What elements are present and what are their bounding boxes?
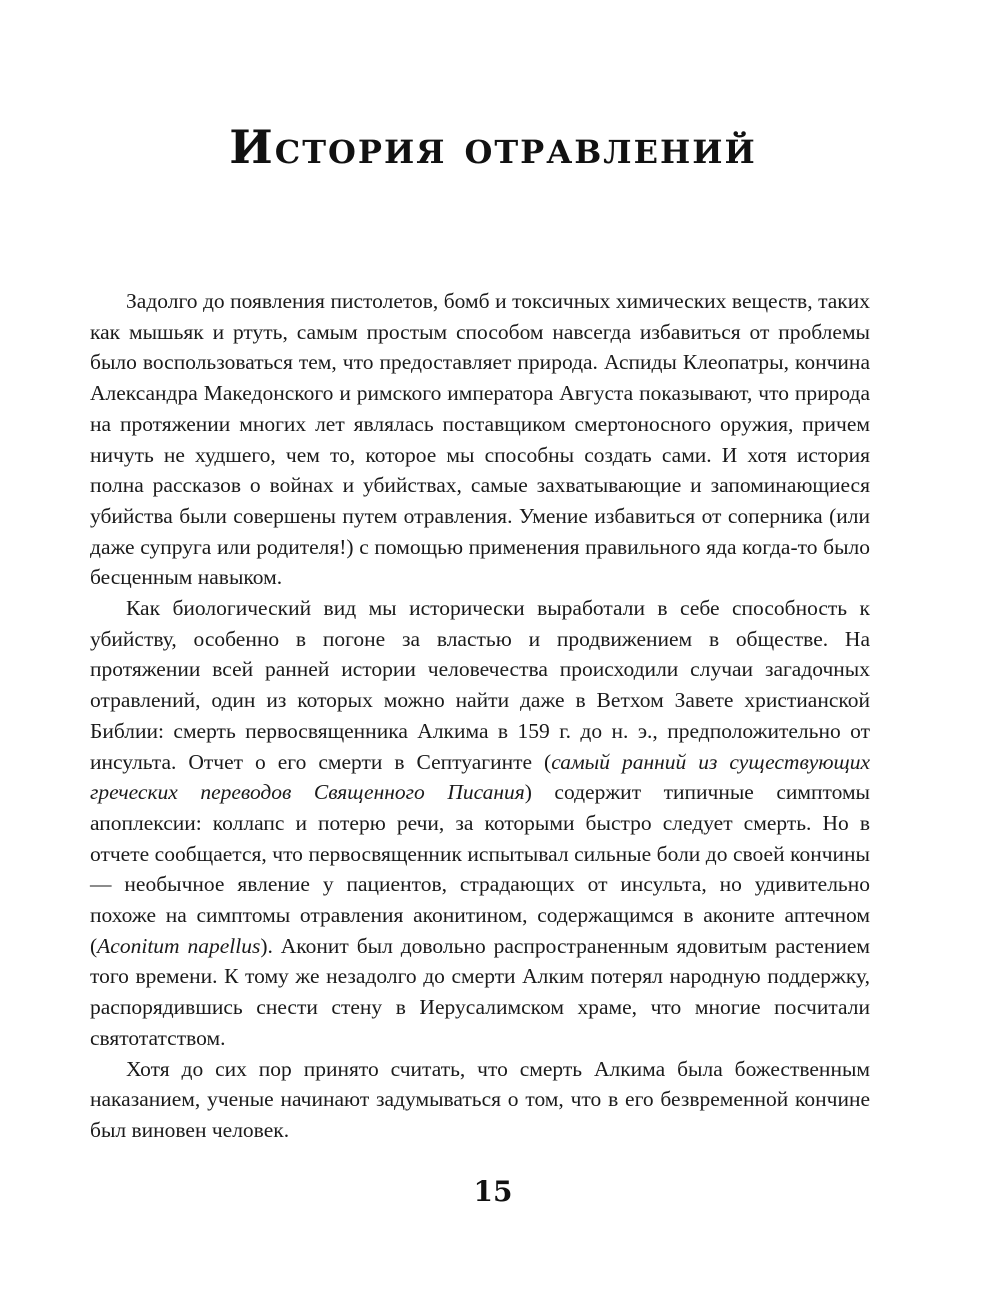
paragraph-2 xyxy=(90,593,870,1054)
paragraph-1-text: Задолго до появления пистолетов, бомб и токсичных химических веществ, таких как мышьяк и ртуть, самым простым способом навсегда избавиться от проблемы было воспользоваться тем, что предоставляет природа. Аспиды Клеопатры, кончина Александра Македонского и римского императора Августа показывают, что природа на протяжении многих лет являлась поставщиком смертоносного оружия, причем ничуть не худшего, чем то, которое мы способны создать сами. И хотя история полна рассказов о войнах и убийствах, самые захватывающие и запоминающиеся убийства были совершены путем отравления. Умение избавиться от соперника (или даже супруга или родителя!) с помощью применения правильного яда когда-то было бесценным навыком. xyxy=(90,289,870,590)
paragraph-2-italic-latin-name: Aconitum napellus xyxy=(97,933,261,958)
body-text xyxy=(90,286,870,1146)
paragraph-1 xyxy=(90,286,870,593)
paragraph-2-text-part-2: ) содержит типичные симптомы апоплексии: коллапс и потерю речи, за которыми быстро следует смерть. Но в отчете сообщается, что первосвященник испытывал сильные боли до своей кончины — необычное явление у пациентов, страдающих от инсульта, но удивительно похоже на симптомы отравления аконитином, содержащимся в аконите аптечном ( xyxy=(90,780,870,958)
paragraph-2-italic-septuagint-note: самый ранний из существующих греческих переводов Священного Писания xyxy=(90,749,870,805)
paragraph-2-text-part-1: Как биологический вид мы исторически выработали в себе способность к убийству, особенно в погоне за властью и продвижением в обществе. На протяжении всей ранней истории человечества происходили случаи загадочных отравлений, один из которых можно найти даже в Ветхом Завете христианской Библии: смерть первосвященника Алкима в 159 г. до н. э., предположительно от инсульта. Отчет о его смерти в Септуагинте ( xyxy=(90,596,870,774)
page-number: 15 xyxy=(473,1175,513,1208)
paragraph-3-text: Хотя до сих пор принято считать, что смерть Алкима была божественным наказанием, ученые начинают задумываться о том, что в его безвременной кончине был виновен человек. xyxy=(90,1056,870,1142)
chapter-title: История отравлений xyxy=(229,120,757,174)
paragraph-3 xyxy=(90,1054,870,1146)
paragraph-2-text-part-3: ). Аконит был довольно распространенным ядовитым растением того времени. К тому же незадолго до смерти Алким потерял народную поддержку, распорядившись снести стену в Иерусалимском храме, что многие посчитали святотатством. xyxy=(90,933,871,1050)
